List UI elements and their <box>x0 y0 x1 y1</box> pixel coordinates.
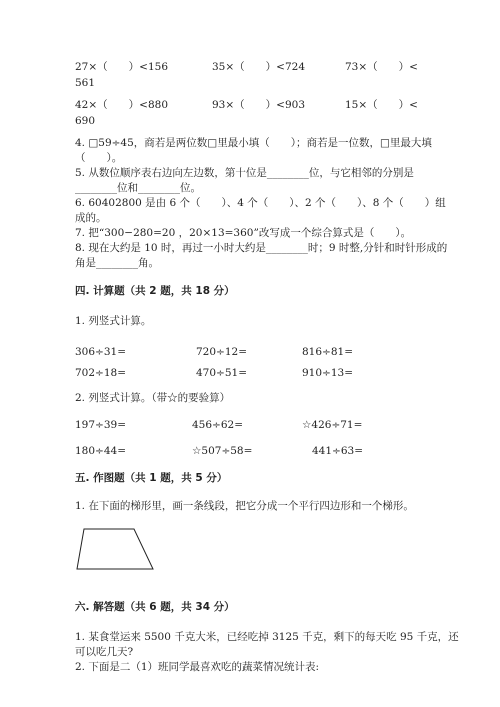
calc-a2: 720÷12= <box>196 346 247 358</box>
question-5-line1: 5. 从数位顺序表右边向左边数，第十位是________位，与它相邻的分别是 <box>75 167 414 179</box>
question-8-line2: 角是________角。 <box>75 257 159 269</box>
section-6-q1-line1: 1. 某食堂运来 5500 千克大米，已经吃掉 3125 千克，剩下的每天吃 95 千克，还 <box>75 631 459 643</box>
section-6-q1-line2: 可以吃几天? <box>75 646 134 658</box>
ineq-2-1: 42×（ ）<880 <box>75 99 168 111</box>
question-5-line2: ________位和________位。 <box>75 182 201 194</box>
section-4-sub1: 1. 列竖式计算。 <box>75 315 152 327</box>
ineq-2-2: 93×（ ）<903 <box>212 99 305 111</box>
question-4-line1: 4. □59÷45，商若是两位数□里最小填（ ）；商若是一位数，□里最大填 <box>75 137 432 149</box>
question-6-line2: 成的。 <box>75 212 107 224</box>
calc-b3: 910÷13= <box>302 367 353 379</box>
ineq-2-3: 15×（ ）< <box>345 99 418 111</box>
ineq-1-3: 73×（ ）< <box>345 61 418 73</box>
section-4-title: 四. 计算题（共 2 题，共 18 分） <box>75 285 235 297</box>
ineq-1-wrap: 561 <box>75 77 96 89</box>
calc-a1: 306÷31= <box>75 346 126 358</box>
calc-d1: 180÷44= <box>75 445 126 457</box>
section-5-title: 五. 作图题（共 1 题，共 5 分） <box>75 472 228 484</box>
question-6-line1: 6. 60402800 是由 6 个（ ）、4 个（ ）、2 个（ ）、8 个（ ）组 <box>75 197 446 209</box>
calc-c1: 197÷39= <box>75 419 126 431</box>
question-8-line1: 8. 现在大约是 10 时，再过一小时大约是________时；9 时整,分针和时针形成的 <box>75 242 448 254</box>
calc-b1: 702÷18= <box>75 367 126 379</box>
section-5-q1: 1. 在下面的梯形里，画一条线段，把它分成一个平行四边形和一个梯形。 <box>75 500 414 512</box>
calc-c3: ☆426÷71= <box>302 419 363 431</box>
ineq-1-1: 27×（ ）<156 <box>75 61 168 73</box>
calc-d2: ☆507÷58= <box>192 445 253 457</box>
calc-b2: 470÷51= <box>196 367 247 379</box>
calc-a3: 816÷81= <box>302 346 353 358</box>
trapezoid-figure <box>75 528 157 578</box>
calc-c2: 456÷62= <box>192 419 243 431</box>
question-4-line2: （ ）。 <box>75 152 123 164</box>
ineq-1-2: 35×（ ）<724 <box>212 61 305 73</box>
ineq-2-wrap: 690 <box>75 115 96 127</box>
section-6-title: 六. 解答题（共 6 题，共 34 分） <box>75 601 235 613</box>
calc-d3: 441÷63= <box>312 445 363 457</box>
section-4-sub2: 2. 列竖式计算。（带☆的要验算） <box>75 392 231 404</box>
section-6-q2: 2. 下面是二（1）班同学最喜欢吃的蔬菜情况统计表: <box>75 661 320 673</box>
question-7: 7. 把“300−280=20 ，20×13=360”改写成一个综合算式是（ ）。 <box>75 227 412 239</box>
